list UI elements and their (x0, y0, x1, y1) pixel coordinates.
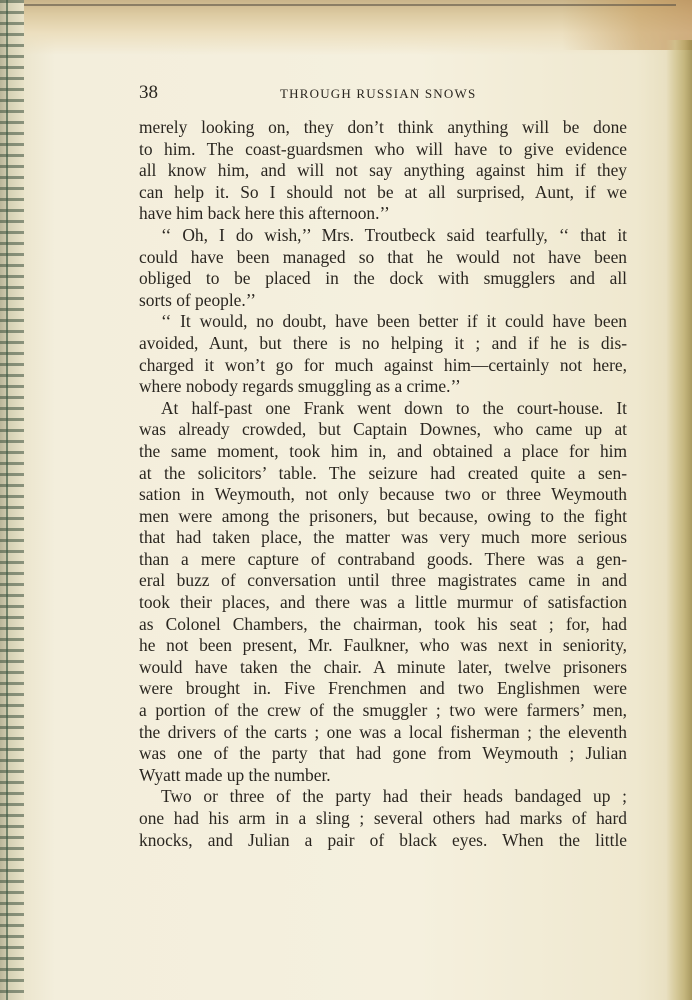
left-binding-edge (0, 0, 24, 1000)
text-line: avoided, Aunt, but there is no helping it ; and if he is dis- (139, 332, 627, 353)
text-line: would have taken the chair. A minute later, twelve prisoners (139, 656, 627, 677)
running-head: THROUGH RUSSIAN SNOWS (280, 86, 477, 101)
text-line: knocks, and Julian a pair of black eyes. When the little (139, 829, 627, 850)
text-line: can help it. So I should not be at all surprised, Aunt, if we (139, 181, 627, 202)
text-line: the drivers of the carts ; one was a local fisherman ; the eleventh (139, 721, 627, 742)
page-header (139, 80, 627, 106)
body-text (139, 117, 627, 851)
text-line: sorts of people.’’ (139, 289, 257, 310)
text-line: than a mere capture of contraband goods. There was a gen- (139, 548, 627, 569)
text-line: was one of the party that had gone from Weymouth ; Julian (139, 743, 627, 764)
text-line: to him. The coast-guardsmen who will have to give evidence (139, 138, 627, 159)
text-line: obliged to be placed in the dock with smugglers and all (139, 268, 627, 289)
text-line: one had his arm in a sling ; several others had marks of hard (139, 808, 627, 828)
text-line: At half-past one Frank went down to the court-house. It (161, 397, 627, 418)
text-line: have him back here this afternoon.’’ (139, 203, 390, 224)
text-line: the same moment, took him in, and obtained a place for him (139, 440, 627, 461)
text-line: at the solicitors’ table. The seizure had created quite a sen- (139, 462, 627, 483)
text-line: charged it won’t go for much against him—certainly not here, (139, 354, 627, 375)
right-page-edge (666, 40, 692, 1000)
text-line: were brought in. Five Frenchmen and two Englishmen were (139, 678, 627, 699)
text-line: men were among the prisoners, but because, owing to the fight (139, 505, 627, 526)
text-line: a portion of the crew of the smuggler ; two were farmers’ men, (139, 700, 627, 721)
text-line: as Colonel Chambers, the chairman, took his seat ; for, had (139, 613, 627, 634)
text-line: could have been managed so that he would not have been (139, 246, 627, 267)
text-line: eral buzz of conversation until three magistrates came in and (139, 570, 627, 591)
text-line: ‘‘ Oh, I do wish,’’ Mrs. Troutbeck said tearfully, ‘‘ that it (161, 224, 627, 245)
text-line: ‘‘ It would, no doubt, have been better if it could have been (161, 311, 627, 332)
text-line: where nobody regards smuggling as a crime.’’ (139, 376, 461, 397)
text-line: that had taken place, the matter was very much more serious (139, 527, 627, 548)
text-line: was already crowded, but Captain Downes, who came up at (139, 419, 627, 440)
text-line: Two or three of the party had their heads bandaged up ; (161, 786, 627, 807)
text-line: took their places, and there was a little murmur of satisfaction (139, 592, 627, 613)
text-line: all know him, and will not say anything against him if they (139, 160, 627, 181)
text-line: merely looking on, they don’t think anything will be done (139, 117, 627, 137)
text-line: sation in Weymouth, not only because two or three Weymouth (139, 484, 627, 505)
top-edge-rule (16, 4, 676, 6)
page-number: 38 (139, 82, 158, 103)
text-line: he not been present, Mr. Faulkner, who was next in seniority, (139, 635, 627, 656)
text-line: Wyatt made up the number. (139, 764, 331, 785)
